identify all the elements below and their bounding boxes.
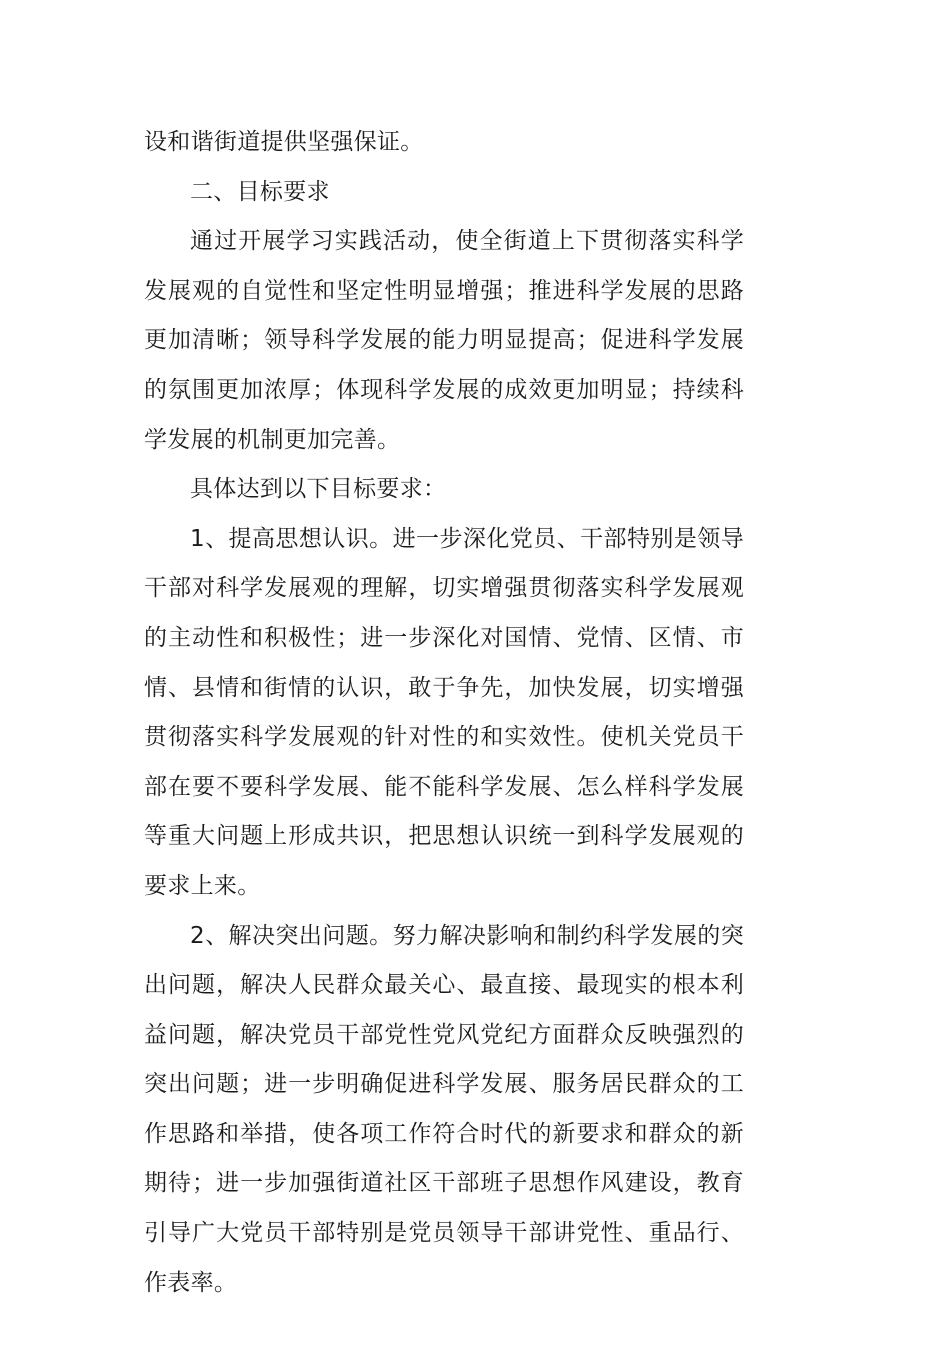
paragraph-intro: 具体达到以下目标要求： [190,476,447,503]
paragraph-item-1: 1、提高思想认识。进一步深化党员、干部特别是领导干部对科学发展观的理解，切实增强贯彻落实科学发展观的主动性和积极性；进一步深化对国情、党情、区情、市情、县情和街情的认识，敢于争先，加快发展，切实增强贯彻落实科学发展观的针对性的和实效性。使机关党员干部在要不要科学发展、能不能科学发展、怎么样科学发展等重大问题上形成共识，把思想认识统一到科学发展观的要求上来。 [144,525,744,899]
paragraph-overview: 通过开展学习实践活动，使全街道上下贯彻落实科学发展观的自觉性和坚定性明显增强；推进科学发展的思路更加清晰；领导科学发展的能力明显提高；促进科学发展的氛围更加浓厚；体现科学发展的成效更加明显；持续科学发展的机制更加完善。 [144,228,744,453]
section-heading: 二、目标要求 [190,178,330,205]
document-body [144,118,744,1308]
paragraph-continuation: 设和谐街道提供坚强保证。 [144,129,424,155]
paragraph-item-2: 2、解决突出问题。努力解决影响和制约科学发展的突出问题，解决人民群众最关心、最直接、最现实的根本利益问题，解决党员干部党性党风党纪方面群众反映强烈的突出问题；进一步明确促进科学发展、服务居民群众的工作思路和举措，使各项工作符合时代的新要求和群众的新期待；进一步加强街道社区干部班子思想作风建设，教育引导广大党员干部特别是党员领导干部讲党性、重品行、作表率。 [144,922,744,1296]
